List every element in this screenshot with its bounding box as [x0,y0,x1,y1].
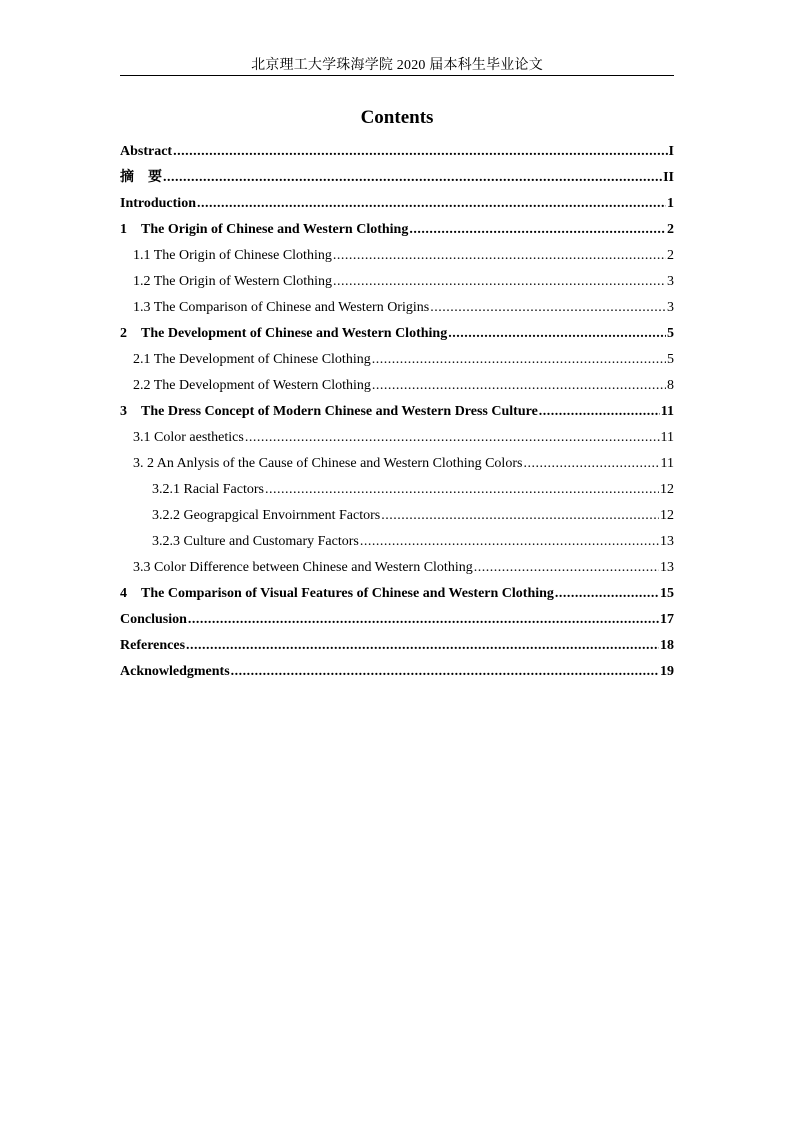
toc-entry-section-3-3[interactable] [120,555,674,581]
toc-entry-section-3-2-2[interactable] [120,503,674,529]
toc-entry-section-3-2-3[interactable] [120,529,674,555]
dot-leader [372,373,666,399]
toc-page-number: 13 [660,534,674,549]
dot-leader [163,165,662,191]
table-of-contents [120,139,674,685]
dot-leader [188,607,659,633]
toc-entry-label: 3.2.2 Geograpgical Envoirnment Factors [152,508,381,523]
dot-leader [381,503,659,529]
toc-page-number: 18 [660,638,674,653]
toc-entry-label: 2 The Development of Chinese and Western Clothing [120,326,448,341]
toc-entry-label: Acknowledgments [120,664,230,679]
toc-title: Contents [360,107,434,128]
toc-entry-label: 1.3 The Comparison of Chinese and Western Origins [133,300,430,315]
toc-entry-label: 1.2 The Origin of Western Clothing [133,274,333,289]
running-header: 北京理工大学珠海学院 2020 届本科生毕业论文 [251,58,543,73]
toc-entry-chinese-abstract[interactable] [120,165,674,191]
toc-page-number: 2 [667,222,674,237]
toc-page-number: 3 [667,300,674,315]
dot-leader [333,269,666,295]
toc-entry-label: 4 The Comparison of Visual Features of Chinese and Western Clothing [120,586,554,601]
toc-page-number: I [668,144,674,159]
toc-page-number: 15 [660,586,674,601]
dot-leader [448,321,666,347]
toc-entry-conclusion[interactable] [120,607,674,633]
toc-entry-label: 3. 2 An Anlysis of the Cause of Chinese and Western Clothing Colors [133,456,523,471]
toc-entry-label: 3.3 Color Difference between Chinese and Western Clothing [133,560,473,575]
dot-leader [333,243,666,269]
dot-leader [409,217,666,243]
dot-leader [245,425,660,451]
toc-entry-chapter-1[interactable] [120,217,674,243]
toc-entry-chapter-4[interactable] [120,581,674,607]
dot-leader [555,581,659,607]
toc-entry-label: Abstract [120,144,173,159]
toc-entry-section-1-1[interactable] [120,243,674,269]
dot-leader [474,555,659,581]
toc-page-number: 11 [660,430,674,445]
dot-leader [539,399,660,425]
toc-page-number: 12 [660,482,674,497]
toc-page-number: 11 [660,404,674,419]
dot-leader [197,191,666,217]
toc-entry-label: Introduction [120,196,196,211]
dot-leader [186,633,659,659]
toc-page-number: II [663,170,674,185]
toc-entry-label: 3.2.3 Culture and Customary Factors [152,534,359,549]
toc-page-number: 5 [667,326,674,341]
toc-entry-acknowledgments[interactable] [120,659,674,685]
dot-leader [173,139,667,165]
toc-entry-label: 1 The Origin of Chinese and Western Clothing [120,222,409,237]
dot-leader [523,451,659,477]
toc-page-number: 11 [660,456,674,471]
toc-page-number: 2 [667,248,674,263]
toc-entry-abstract[interactable] [120,139,674,165]
toc-entry-label: 3.1 Color aesthetics [133,430,244,445]
toc-entry-label: References [120,638,186,653]
toc-entry-section-1-2[interactable] [120,269,674,295]
toc-entry-section-1-3[interactable] [120,295,674,321]
toc-page-number: 13 [660,560,674,575]
header-rule [120,75,674,76]
dot-leader [360,529,659,555]
toc-entry-references[interactable] [120,633,674,659]
toc-entry-section-3-1[interactable] [120,425,674,451]
dot-leader [430,295,666,321]
dot-leader [265,477,659,503]
toc-entry-label: 2.2 The Development of Western Clothing [133,378,371,393]
toc-entry-section-3-2-1[interactable] [120,477,674,503]
toc-page-number: 1 [667,196,674,211]
toc-entry-label: 3 The Dress Concept of Modern Chinese and Western Dress Culture [120,404,538,419]
toc-page-number: 17 [660,612,674,627]
toc-entry-label: 1.1 The Origin of Chinese Clothing [133,248,332,263]
toc-page-number: 19 [660,664,674,679]
dot-leader [231,659,659,685]
dot-leader [372,347,666,373]
toc-entry-introduction[interactable] [120,191,674,217]
toc-entry-section-2-1[interactable] [120,347,674,373]
toc-entry-section-3-2[interactable] [120,451,674,477]
toc-entry-chapter-3[interactable] [120,399,674,425]
toc-entry-chapter-2[interactable] [120,321,674,347]
toc-entry-label: 3.2.1 Racial Factors [152,482,264,497]
toc-entry-label: Conclusion [120,612,187,627]
toc-page-number: 3 [667,274,674,289]
toc-entry-label: 摘 要 [120,170,162,185]
toc-entry-label: 2.1 The Development of Chinese Clothing [133,352,371,367]
toc-entry-section-2-2[interactable] [120,373,674,399]
toc-page-number: 8 [667,378,674,393]
toc-page-number: 5 [667,352,674,367]
toc-page-number: 12 [660,508,674,523]
